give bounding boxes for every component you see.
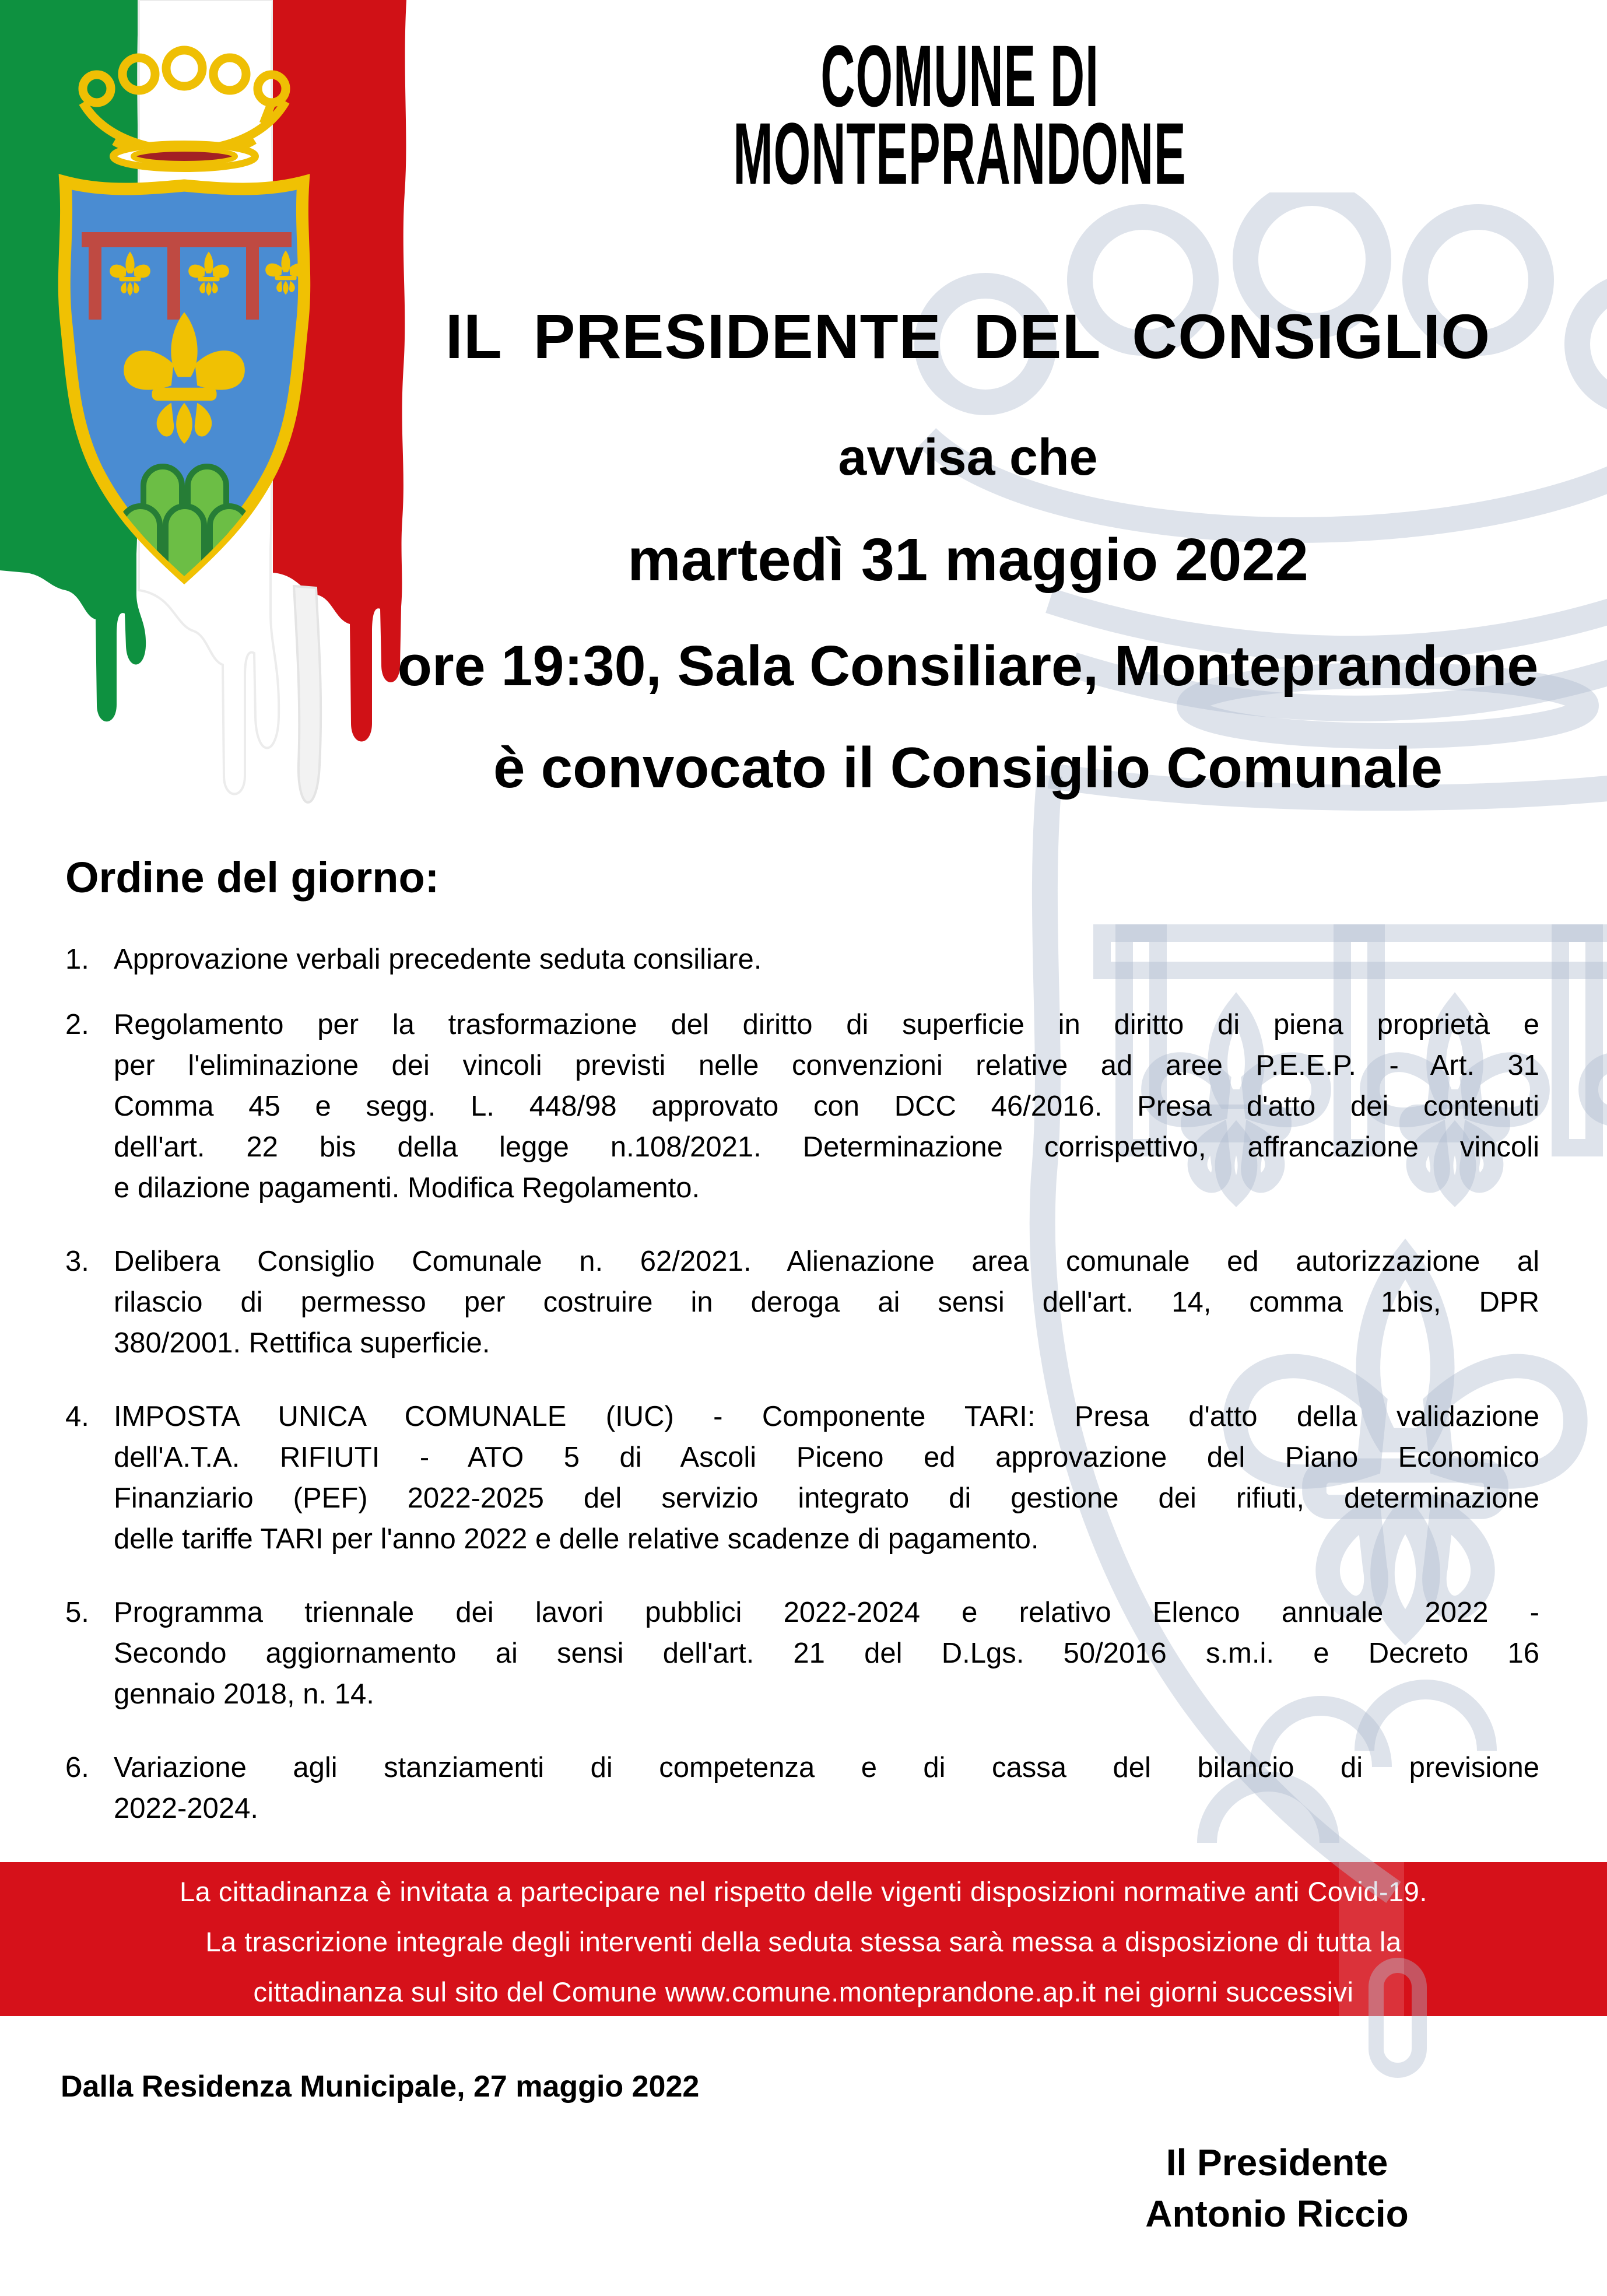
notice-time-place-line: ore 19:30, Sala Consiliare, Monteprandone: [397, 634, 1539, 697]
agenda-item-line: Comma 45 e segg. L. 448/98 approvato con DCC 46/2016. Presa d'atto dei contenuti: [114, 1091, 1539, 1122]
agenda-item-text: [114, 1592, 1539, 1715]
agenda-item-line: per l'eliminazione dei vincoli previsti nelle convenzioni relative ad aree P.E.E.P. - Art. 31: [114, 1050, 1539, 1081]
place-date-line: Dalla Residenza Municipale, 27 maggio 2022: [61, 2070, 700, 2104]
agenda-item-text: [114, 1747, 1539, 1829]
brand-title: [313, 27, 1607, 202]
brand-line-2: MONTEPRANDONE: [733, 104, 1187, 202]
watermark-drip-highlight: [1339, 1862, 1404, 2016]
agenda-item-line: Variazione agli stanziamenti di competenza e di cassa del bilancio di previsione: [114, 1752, 1539, 1783]
agenda-item-line: Regolamento per la trasformazione del diritto di superficie in diritto di piena proprietà e: [114, 1009, 1539, 1040]
agenda-item-line: Approvazione verbali precedente seduta consiliare.: [114, 944, 762, 975]
agenda-item-number: 3.: [65, 1246, 89, 1277]
agenda-item-line: Finanziario (PEF) 2022-2025 del servizio integrato di gestione dei rifiuti, determinazione: [114, 1482, 1539, 1514]
agenda-item: [65, 1592, 1539, 1715]
agenda-item-number: 5.: [65, 1597, 89, 1628]
agenda-item: [65, 1396, 1539, 1559]
agenda-item-line: 2022-2024.: [114, 1793, 258, 1824]
agenda-item-line: 380/2001. Rettifica superficie.: [114, 1327, 490, 1359]
agenda-item-line: gennaio 2018, n. 14.: [114, 1678, 374, 1710]
notice-announce-line: avvisa che: [838, 428, 1098, 486]
agenda-item-text: [114, 939, 1539, 980]
agenda-item-line: IMPOSTA UNICA COMUNALE (IUC) - Componente TARI: Presa d'atto della validazione: [114, 1401, 1539, 1432]
agenda-item: [65, 1004, 1539, 1208]
agenda-item-line: Secondo aggiornamento ai sensi dell'art. 21 del D.Lgs. 50/2016 s.m.i. e Decreto 16: [114, 1638, 1539, 1669]
agenda-item: [65, 1241, 1539, 1363]
agenda-list: [65, 939, 1539, 1862]
brand-line-1: COMUNE DI: [820, 27, 1099, 125]
notice-date-line: martedì 31 maggio 2022: [627, 526, 1308, 593]
notice-title: IL PRESIDENTE DEL CONSIGLIO: [445, 301, 1491, 371]
agenda-item: [65, 1747, 1539, 1829]
covid-banner-line: La cittadinanza è invitata a partecipare nel rispetto delle vigenti disposizioni normative anti Covid-19.: [180, 1876, 1427, 1907]
signature-role: Il Presidente: [1166, 2141, 1388, 2183]
agenda-item-number: 4.: [65, 1401, 89, 1432]
agenda-item-line: dell'A.T.A. RIFIUTI - ATO 5 di Ascoli Piceno ed approvazione del Piano Economico: [114, 1442, 1539, 1473]
covid-banner-line: La trascrizione integrale degli interventi della seduta stessa sarà messa a disposizione di tutta la: [205, 1926, 1402, 1957]
agenda-title: Ordine del giorno:: [65, 853, 440, 902]
signature-name: Antonio Riccio: [1145, 2193, 1409, 2235]
agenda-item-text: [114, 1396, 1539, 1559]
covid-banner-line: cittadinanza sul sito del Comune www.comune.monteprandone.ap.it nei giorni successivi: [253, 1976, 1354, 2007]
agenda-item-line: rilascio di permesso per costruire in deroga ai sensi dell'art. 14, comma 1bis, DPR: [114, 1287, 1539, 1318]
agenda-item-number: 1.: [65, 944, 89, 975]
agenda-item-line: Programma triennale dei lavori pubblici 2022-2024 e relativo Elenco annuale 2022 -: [114, 1597, 1539, 1628]
agenda-item-line: dell'art. 22 bis della legge n.108/2021. Determinazione corrispettivo, affrancazione vincoli: [114, 1131, 1539, 1163]
agenda-item-number: 2.: [65, 1009, 89, 1040]
agenda-item-text: [114, 1004, 1539, 1208]
agenda-item-line: Delibera Consiglio Comunale n. 62/2021. Alienazione area comunale ed autorizzazione al: [114, 1246, 1539, 1277]
signature-block: [1044, 2137, 1510, 2239]
notice-convocation-line: è convocato il Consiglio Comunale: [493, 735, 1443, 800]
agenda-item-line: delle tariffe TARI per l'anno 2022 e delle relative scadenze di pagamento.: [114, 1523, 1039, 1555]
agenda-item-number: 6.: [65, 1752, 89, 1783]
agenda-item: [65, 939, 1539, 980]
agenda-item-text: [114, 1241, 1539, 1363]
agenda-item-line: e dilazione pagamenti. Modifica Regolamento.: [114, 1172, 700, 1204]
